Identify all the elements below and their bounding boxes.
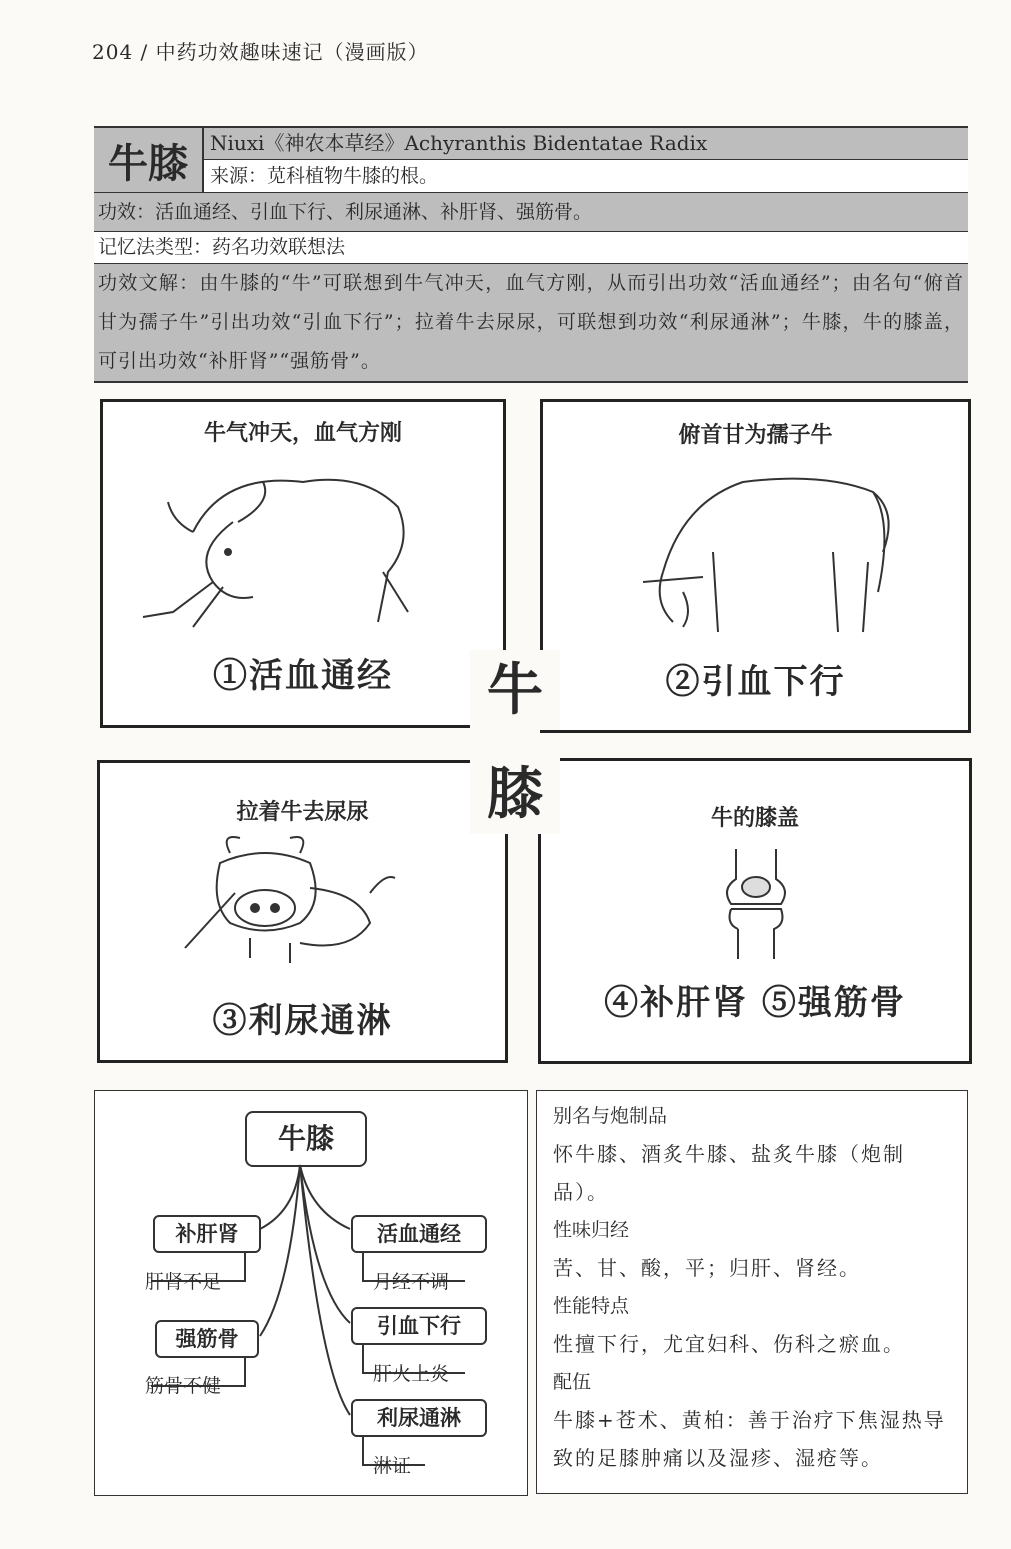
mind-map-node: 补肝肾 <box>153 1215 261 1253</box>
mind-map-sub: 淋证 <box>373 1455 412 1477</box>
panel-caption: 牛气冲天，血气方刚 <box>203 420 402 446</box>
center-char-top: 牛 <box>470 650 560 730</box>
memory-type-text: 记忆法类型：药名功效联想法 <box>94 232 968 264</box>
panel-caption: 拉着牛去尿尿 <box>236 799 369 825</box>
panel-label: ③利尿通淋 <box>212 1001 393 1041</box>
info-table <box>94 126 968 383</box>
info-title-right <box>204 128 968 192</box>
mind-map <box>94 1090 528 1496</box>
notes-text: 性擅下行，尤宜妇科、伤科之瘀血。 <box>553 1332 905 1356</box>
mind-map-sub: 筋骨不健 <box>145 1375 222 1397</box>
notes-text: 苦、甘、酸，平；归肝、肾经。 <box>553 1256 861 1280</box>
notes-box <box>536 1090 968 1494</box>
mind-map-root: 牛膝 <box>245 1111 367 1167</box>
mind-map-sub: 肝火上炎 <box>373 1363 450 1385</box>
mind-map-node: 引血下行 <box>351 1307 487 1345</box>
notes-heading: 性能特点 <box>553 1295 630 1317</box>
knee-joint-illustration <box>716 849 796 959</box>
info-title-row <box>94 126 968 192</box>
notes-heading: 配伍 <box>553 1371 592 1393</box>
mind-map-sub: 月经不调 <box>373 1271 450 1293</box>
notes-text: 怀牛膝、酒炙牛膝、盐炙牛膝（炮制品）。 <box>553 1142 905 1204</box>
panel-label: ①活血通经 <box>213 656 393 696</box>
comic-panel-1 <box>100 399 506 728</box>
comic-panel-4 <box>538 758 972 1064</box>
notes-heading: 性味归经 <box>553 1219 630 1241</box>
mind-map-node: 利尿通淋 <box>351 1399 487 1437</box>
panel-caption: 俯首甘为孺子牛 <box>678 422 833 448</box>
mind-map-sub: 肝肾不足 <box>145 1271 222 1293</box>
explanation-text: 功效文解：由牛膝的“牛”可联想到牛气冲天，血气方刚，从而引出功效“活血通经”；由名句“俯首甘为孺子牛”引出功效“引血下行”；拉着牛去尿尿，可联想到功效“利尿通淋”；牛膝，牛的膝盖，可引出功效“补肝肾”“强筋骨”。 <box>94 264 968 383</box>
latin-name: Niuxi《神农本草经》Achyranthis Bidentatae Radix <box>204 128 968 160</box>
panel-caption: 牛的膝盖 <box>710 805 799 831</box>
drug-name: 牛膝 <box>94 128 204 192</box>
source-text: 来源：苋科植物牛膝的根。 <box>204 160 968 192</box>
charging-bull-illustration <box>133 462 453 632</box>
mind-map-node: 活血通经 <box>351 1215 487 1253</box>
panel-label: ②引血下行 <box>665 662 846 702</box>
comic-panel-3 <box>97 760 508 1063</box>
notes-text: 牛膝+苍术、黄柏：善于治疗下焦湿热导致的足膝肿痛以及湿疹、湿疮等。 <box>553 1408 946 1470</box>
grazing-cow-illustration <box>623 462 903 642</box>
panel-label: ④补肝肾 ⑤强筋骨 <box>604 983 906 1023</box>
cartoon-cow-illustration <box>180 833 410 983</box>
page-header: 204 / 中药功效趣味速记（漫画版） <box>92 40 429 64</box>
comic-panel-2 <box>540 399 971 733</box>
center-char-bottom: 膝 <box>470 754 560 834</box>
mind-map-node: 强筋骨 <box>155 1320 259 1358</box>
effects-text: 功效：活血通经、引血下行、利尿通淋、补肝肾、强筋骨。 <box>94 192 968 232</box>
notes-heading: 别名与炮制品 <box>553 1105 668 1127</box>
